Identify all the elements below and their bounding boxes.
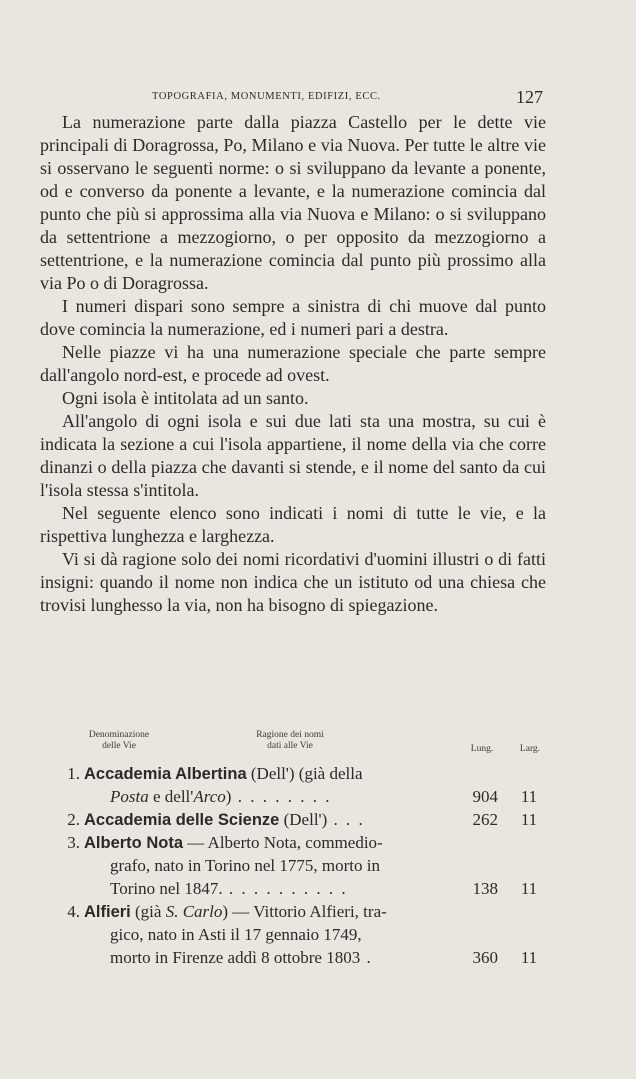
- entry-text: e dell': [148, 787, 194, 806]
- leader-dots: . . . . . . . .: [231, 787, 332, 806]
- paragraph-ragione: Vi si dà ragione solo dei nomi ricordativi d'uomini illustri o di fatti insigni: quando il nome non indica che un istituto od una chiesa che trovisi lunghesso la via, non ha bisogno di spiegazione.: [40, 549, 546, 615]
- body-text: [40, 111, 546, 617]
- leader-dots: . . . . . . . . . .: [222, 879, 348, 898]
- entry-line: [84, 900, 387, 924]
- entry-width: 11: [520, 787, 538, 806]
- entry-width: 11: [520, 879, 538, 898]
- entry-length: 360: [472, 948, 498, 967]
- column-header-denominazione-line1: Denominazione: [88, 730, 150, 740]
- column-header-lung: Lung.: [470, 744, 494, 754]
- paragraph-numerazione: La numerazione parte dalla piazza Castello per le dette vie principali di Doragrossa, Po, Milano e via Nuova. Per tutte le altre vie si osservano le seguenti norme: o si sviluppano da levante a ponente, od e converso da ponente a levante, e la numerazione comincia dal punto che più si approssima alla via Nuova e Milano: o si sviluppano da settentrione a mezzogiorno, o per opposito da mezzogiorno a settentrione, e la numerazione comincia dal punto più prossimo alla via Po o di Doragrossa.: [40, 112, 546, 293]
- paragraph-numeri-dispari: I numeri dispari sono sempre a sinistra di chi muove dal punto dove comincia la numerazione, ed i numeri pari a destra.: [40, 296, 546, 339]
- entry-line: [110, 785, 331, 808]
- entry-text: morto in Firenze addì 8 ottobre 1803: [110, 948, 361, 967]
- street-name: Accademia Albertina: [84, 765, 247, 783]
- entry-line: [84, 831, 383, 855]
- column-header-ragione-line1: Ragione dei nomi: [256, 730, 324, 740]
- entry-text-italic: Posta: [110, 787, 149, 806]
- column-header-larg: Larg.: [519, 744, 541, 754]
- street-name: Alfieri: [84, 903, 131, 921]
- entry-text-italic: Arco: [193, 787, 226, 806]
- entry-line: grafo, nato in Torino nel 1775, morto in: [110, 856, 380, 875]
- entry-width: 11: [520, 948, 538, 967]
- running-header: [0, 87, 636, 108]
- entry-text: — Alberto Nota, commedio-: [183, 833, 383, 852]
- entry-text: (Dell') (già della: [246, 764, 363, 783]
- entry-line: [84, 808, 365, 832]
- entry-text: ) — Vittorio Alfieri, tra-: [222, 902, 387, 921]
- street-entry: [0, 831, 636, 900]
- entry-number: 3.: [67, 833, 80, 852]
- column-header-ragione: [230, 730, 350, 752]
- paragraph-piazze: Nelle piazze vi ha una numerazione speciale che parte sempre dall'angolo nord-est, e procede ad ovest.: [40, 342, 546, 385]
- column-header-ragione-line2: dati alle Vie: [267, 741, 313, 751]
- entry-text: (già: [130, 902, 166, 921]
- street-name: Alberto Nota: [84, 834, 183, 852]
- entry-width: 11: [520, 810, 538, 829]
- entry-length: 262: [472, 810, 498, 829]
- street-entry: [0, 900, 636, 969]
- column-header-denominazione-line2: delle Vie: [102, 741, 136, 751]
- entry-text: (Dell'): [279, 810, 328, 829]
- entry-number: 4.: [67, 902, 80, 921]
- entry-length: 138: [472, 879, 498, 898]
- entry-number: 1.: [67, 764, 80, 783]
- entry-number: 2.: [67, 810, 80, 829]
- entry-line: [84, 762, 363, 786]
- header-title: TOPOGRAFIA, MONUMENTI, EDIFIZI, ECC.: [152, 91, 381, 102]
- paragraph-elenco: Nel seguente elenco sono indicati i nomi di tutte le vie, e la rispettiva lunghezza e larghezza.: [40, 503, 546, 546]
- street-list: [0, 762, 636, 969]
- page-number: 127: [516, 87, 543, 107]
- leader-dots: .: [360, 948, 373, 967]
- entry-text-italic: S. Carlo: [165, 902, 223, 921]
- entry-text: ): [225, 787, 232, 806]
- street-entry: [0, 762, 636, 808]
- entry-line: [110, 946, 373, 969]
- entry-text: Torino nel 1847.: [110, 879, 223, 898]
- entry-line: [110, 877, 348, 900]
- entry-line: gico, nato in Asti il 17 gennaio 1749,: [110, 925, 362, 944]
- entry-length: 904: [472, 787, 498, 806]
- leader-dots: . . .: [327, 810, 365, 829]
- street-name: Accademia delle Scienze: [84, 811, 280, 829]
- paragraph-angolo: All'angolo di ogni isola e sui due lati sta una mostra, su cui è indicata la sezione a cui l'isola appartiene, il nome della via che corre dinanzi o della piazza che davanti si stende, e il nome del santo da cui l'isola stessa s'intitola.: [40, 411, 546, 500]
- street-entry: [0, 808, 636, 831]
- paragraph-isola: Ogni isola è intitolata ad un santo.: [62, 388, 309, 408]
- table-header: [0, 730, 636, 756]
- column-header-denominazione: [74, 730, 164, 752]
